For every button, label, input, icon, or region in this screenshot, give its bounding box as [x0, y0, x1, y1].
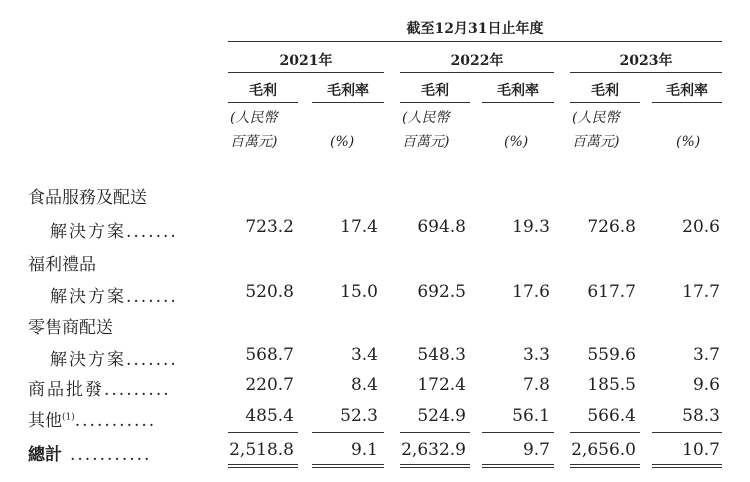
total-label: 總計: [28, 445, 62, 465]
colhdr-rule-gm-2021: [312, 102, 384, 103]
colhdr-rule-gm-2022: [482, 102, 554, 103]
year-rule-2023: [570, 72, 722, 73]
col-gross-profit-2023: 毛利: [591, 83, 619, 99]
total-double-rule-bottom-gm-2022: [482, 467, 554, 468]
year-rule-2021: [228, 72, 384, 73]
cell-others-gp-2023: 566.4: [587, 406, 636, 426]
cell-food-gp-2022: 694.8: [417, 217, 466, 237]
total-double-rule-top-gp-2022: [400, 464, 470, 465]
year-2023: 2023年: [619, 53, 673, 69]
col-gross-margin-2022: 毛利率: [497, 83, 539, 99]
cell-retail-gm-2021: 3.4: [350, 345, 378, 365]
colhdr-rule-gp-2022: [400, 102, 470, 103]
subtotal-rule-gm-2021: [312, 432, 384, 433]
total-double-rule-bottom-gp-2022: [400, 467, 470, 468]
subtotal-rule-gp-2023: [570, 432, 640, 433]
cell-others-gp-2022: 524.9: [417, 406, 466, 426]
row-label-others: [28, 406, 156, 431]
total-double-rule-bottom-gm-2023: [652, 467, 722, 468]
col-gross-margin-2021: 毛利率: [327, 83, 369, 99]
others-label: 其他: [28, 411, 62, 431]
cell-welfare-gm-2022: 17.6: [512, 282, 550, 302]
period-title: 截至12月31日止年度: [406, 21, 544, 37]
cell-total-gm-2023: 10.7: [682, 440, 720, 460]
total-double-rule-top-gm-2022: [482, 464, 554, 465]
cell-others-gp-2021: 485.4: [245, 406, 294, 426]
unit-2022: (人民幣 百萬元): [402, 110, 450, 150]
total-double-rule-top-gp-2023: [570, 464, 640, 465]
total-dots: ...........: [70, 445, 152, 465]
pct-unit-2021: (%): [330, 134, 355, 150]
subtotal-rule-gp-2022: [400, 432, 470, 433]
cell-welfare-gp-2021: 520.8: [245, 282, 294, 302]
colhdr-rule-gp-2021: [228, 102, 298, 103]
row-label-retailer-delivery: 零售商配送: [28, 318, 113, 338]
cell-total-gp-2021: 2,518.8: [229, 440, 294, 460]
cell-wholesale-gp-2022: 172.4: [417, 375, 466, 395]
cell-welfare-gm-2023: 17.7: [682, 282, 720, 302]
cell-total-gm-2021: 9.1: [350, 440, 378, 460]
col-gross-margin-2023: 毛利率: [666, 83, 708, 99]
cell-total-gm-2022: 9.7: [522, 440, 550, 460]
colhdr-rule-gp-2023: [570, 102, 640, 103]
pct-unit-2022: (%): [504, 134, 529, 150]
cell-others-gm-2022: 56.1: [512, 406, 550, 426]
colhdr-rule-gm-2023: [652, 102, 722, 103]
cell-wholesale-gp-2021: 220.7: [245, 375, 294, 395]
others-dots: ...........: [74, 411, 157, 431]
unit-2021: (人民幣 百萬元): [230, 110, 278, 150]
pct-unit-2023: (%): [676, 134, 701, 150]
row-label-food-service: 食品服務及配送: [28, 188, 147, 208]
total-double-rule-top-gm-2021: [312, 464, 384, 465]
row-label-welfare-gifts: 福利禮品: [28, 255, 96, 275]
subtotal-rule-gp-2021: [228, 432, 298, 433]
year-2021: 2021年: [279, 53, 333, 69]
total-double-rule-top-gm-2023: [652, 464, 722, 465]
cell-food-gm-2023: 20.6: [682, 217, 720, 237]
col-gross-profit-2021: 毛利: [249, 83, 277, 99]
subtotal-rule-gm-2023: [652, 432, 722, 433]
cell-wholesale-gp-2023: 185.5: [587, 375, 636, 395]
total-double-rule-bottom-gm-2021: [312, 467, 384, 468]
cell-retail-gm-2022: 3.3: [522, 345, 550, 365]
total-double-rule-bottom-gp-2023: [570, 467, 640, 468]
row-label-retailer-delivery-cont: 解決方案.......: [50, 350, 178, 370]
cell-retail-gp-2023: 559.6: [587, 345, 636, 365]
cell-retail-gm-2023: 3.7: [692, 345, 720, 365]
cell-welfare-gp-2022: 692.5: [417, 282, 466, 302]
row-label-food-service-cont: 解決方案.......: [50, 222, 178, 242]
row-label-welfare-gifts-cont: 解決方案.......: [50, 287, 178, 307]
cell-retail-gp-2021: 568.7: [245, 345, 294, 365]
cell-welfare-gp-2023: 617.7: [587, 282, 636, 302]
cell-others-gm-2023: 58.3: [682, 406, 720, 426]
cell-wholesale-gm-2021: 8.4: [350, 375, 378, 395]
cell-total-gp-2023: 2,656.0: [571, 440, 636, 460]
row-label-total: [28, 440, 151, 465]
cell-wholesale-gm-2022: 7.8: [522, 375, 550, 395]
cell-food-gp-2021: 723.2: [245, 217, 294, 237]
cell-food-gp-2023: 726.8: [587, 217, 636, 237]
cell-total-gp-2022: 2,632.9: [401, 440, 466, 460]
footnote-marker: (1): [62, 412, 75, 423]
row-label-wholesale: 商品批發.........: [28, 380, 171, 400]
header-rule: [228, 41, 722, 42]
col-gross-profit-2022: 毛利: [421, 83, 449, 99]
cell-retail-gp-2022: 548.3: [417, 345, 466, 365]
cell-food-gm-2022: 19.3: [512, 217, 550, 237]
subtotal-rule-gm-2022: [482, 432, 554, 433]
cell-others-gm-2021: 52.3: [340, 406, 378, 426]
cell-food-gm-2021: 17.4: [340, 217, 378, 237]
unit-2023: (人民幣 百萬元): [572, 110, 620, 150]
year-2022: 2022年: [450, 53, 504, 69]
total-double-rule-bottom-gp-2021: [228, 467, 298, 468]
year-rule-2022: [400, 72, 554, 73]
total-double-rule-top-gp-2021: [228, 464, 298, 465]
cell-welfare-gm-2021: 15.0: [340, 282, 378, 302]
cell-wholesale-gm-2023: 9.6: [692, 375, 720, 395]
